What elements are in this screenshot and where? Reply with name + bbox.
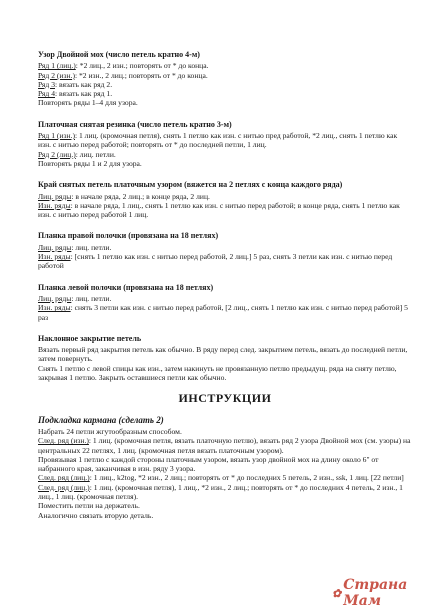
- pattern-line: [38, 201, 412, 220]
- row-label: Изн. ряды: [38, 252, 71, 262]
- row-text: : лиц. петли.: [71, 242, 112, 252]
- row-text: Вязать первый ряд закрытия петель как обычно. В ряду перед след. закрытием петель, вязать до последней петли, затем повернуть.: [38, 345, 408, 364]
- row-text: : *2 лиц., 2 изн.; повторять от * до конца.: [75, 61, 209, 71]
- row-label: Ряд 2 (лиц.): [38, 149, 76, 159]
- row-label: Изн. ряды: [38, 303, 71, 313]
- pattern-line: [38, 303, 412, 322]
- row-text: : в начале ряда, 1 лиц., снять 1 петлю как изн. с нитью перед работой; в конце ряда, снять 1 петлю как изн. с нитью перед работой 1 лиц.: [38, 200, 400, 220]
- row-text: : [снять 1 петлю как изн. с нитью перед работой, 2 лиц.] 5 раз, снять 3 петли как изн. с нитью перед работой: [38, 252, 393, 271]
- row-label: Изн. ряды: [38, 200, 71, 210]
- pattern-line: [38, 364, 412, 383]
- watermark-text: Страна Мам: [343, 577, 408, 609]
- row-label: Лиц. ряды: [38, 191, 72, 201]
- pattern-line: [38, 159, 412, 168]
- instruction-line: [38, 473, 412, 482]
- pattern-line: [38, 89, 412, 98]
- section-double-moss: [38, 50, 412, 108]
- document-page: [38, 50, 412, 532]
- section-pocket-lining: [38, 416, 412, 520]
- row-label: Ряд 4: [38, 89, 55, 99]
- row-text: Аналогично связать вторую деталь.: [38, 510, 154, 520]
- pattern-line: [38, 243, 412, 252]
- row-text: : 1 лиц. (кромочная петля), 1 лиц., *2 изн., 2 лиц.; повторять от * до последних 4 петель, 2 изн., 1 лиц., 1 лиц. (кромочная петля).: [38, 482, 403, 501]
- section-sloped-bindoff: [38, 334, 412, 382]
- row-label: Лиц. ряды: [38, 242, 72, 252]
- row-label: Лиц. ряды: [38, 293, 72, 303]
- instruction-line: [38, 455, 412, 474]
- row-text: Набрать 24 петли жгутообразным способом.: [38, 426, 182, 436]
- row-text: Провязывая 1 петлю с каждой стороны платочным узором, вязать узор двойной мох на длину около 6" от набранного края, заканчивая в изн. ряду 3 узора.: [38, 454, 379, 474]
- row-text: Поместить петли на держатель.: [38, 501, 140, 511]
- row-text: : снять 3 петли как изн. с нитью перед работой, [2 лиц., снять 1 петлю как изн. с нитью перед работой] 5 раз: [38, 303, 408, 322]
- pattern-line: [38, 150, 412, 159]
- row-label: Ряд 1 (лиц.): [38, 61, 76, 71]
- pattern-line: [38, 294, 412, 303]
- row-text: Повторять ряды 1 и 2 для узора.: [38, 158, 142, 168]
- section-title: Платочная снятая резинка (число петель кратно 3-м): [38, 119, 232, 129]
- row-text: : 1 лиц., k2tog, *2 изн., 2 лиц.; повторять от * до последних 5 петель, 2 изн., ssk, 1 лиц. [22 петли]: [89, 473, 404, 483]
- instruction-line: [38, 436, 412, 455]
- instruction-line: [38, 483, 412, 502]
- row-label: След. ряд (лиц.): [38, 473, 90, 483]
- row-label: Ряд 2 (изн.): [38, 70, 75, 80]
- pattern-line: [38, 131, 412, 150]
- row-text: : лиц. петли.: [71, 293, 112, 303]
- pattern-line: [38, 80, 412, 89]
- pattern-line: [38, 345, 412, 364]
- row-label: Ряд 1 (изн.): [38, 131, 75, 141]
- instruction-line: [38, 511, 412, 520]
- section-title: Край снятых петель платочным узором (вяжется на 2 петлях с конца каждого ряда): [38, 180, 343, 190]
- watermark-logo: [332, 577, 422, 609]
- section-title: Наклонное закрытие петель: [38, 333, 142, 343]
- section-right-band: [38, 231, 412, 270]
- pattern-line: [38, 61, 412, 70]
- row-label: След. ряд (лиц.): [38, 482, 90, 492]
- row-text: : 1 лиц. (кромочная петля, вязать платочную петлю), вязать ряд 2 узора Двойной мох (см. узоры) на центральных 22 петлях, 1 лиц. (кромочная петля вязать платочным узором).: [38, 436, 411, 455]
- row-text: Повторять ряды 1–4 для узора.: [38, 98, 138, 108]
- section-title: Планка левой полочки (провязана на 18 петлях): [38, 282, 214, 292]
- row-text: : 1 лиц. (кромочная петля), снять 1 петлю как изн. с нитью пред работой, *2 лиц., снять 1 петлю как изн. с нитью перед работой; повторять от * до последней петли, 1 лиц.: [38, 131, 398, 150]
- section-left-band: [38, 283, 412, 322]
- pattern-line: [38, 192, 412, 201]
- row-text: : *2 изн., 2 лиц.; повторять от * до конца.: [74, 70, 208, 80]
- row-text: : вязать как ряд 2.: [55, 79, 113, 89]
- instruction-line: [38, 427, 412, 436]
- pattern-line: [38, 71, 412, 80]
- section-title: Планка правой полочки (провязана на 18 петлях): [38, 231, 219, 241]
- subsection-title: Подкладка кармана (сделать 2): [38, 414, 164, 425]
- row-label: Ряд 3: [38, 79, 55, 89]
- section-title: Узор Двойной мох (число петель кратно 4-м): [38, 50, 200, 59]
- instructions-heading: ИНСТРУКЦИИ: [178, 391, 272, 406]
- instruction-line: [38, 501, 412, 510]
- section-slipped-rib: [38, 120, 412, 168]
- row-text: Снять 1 петлю с левой спицы как изн., затем накинуть не провязанную петлю предыдущ. ряда на сняту петлю, закрывая 1 петлю. Закрыть оставшиеся петли как обычно.: [38, 363, 397, 383]
- row-label: След. ряд (изн.): [38, 436, 89, 446]
- row-text: : лиц. петли.: [75, 149, 116, 159]
- row-text: : в начале ряда, 2 лиц.; в конце ряда, 2 лиц.: [71, 191, 210, 201]
- pattern-line: [38, 252, 412, 271]
- pattern-line: [38, 98, 412, 107]
- star-icon: ✿: [332, 586, 342, 600]
- row-text: : вязать как ряд 1.: [55, 89, 113, 99]
- section-slipped-edge: [38, 180, 412, 219]
